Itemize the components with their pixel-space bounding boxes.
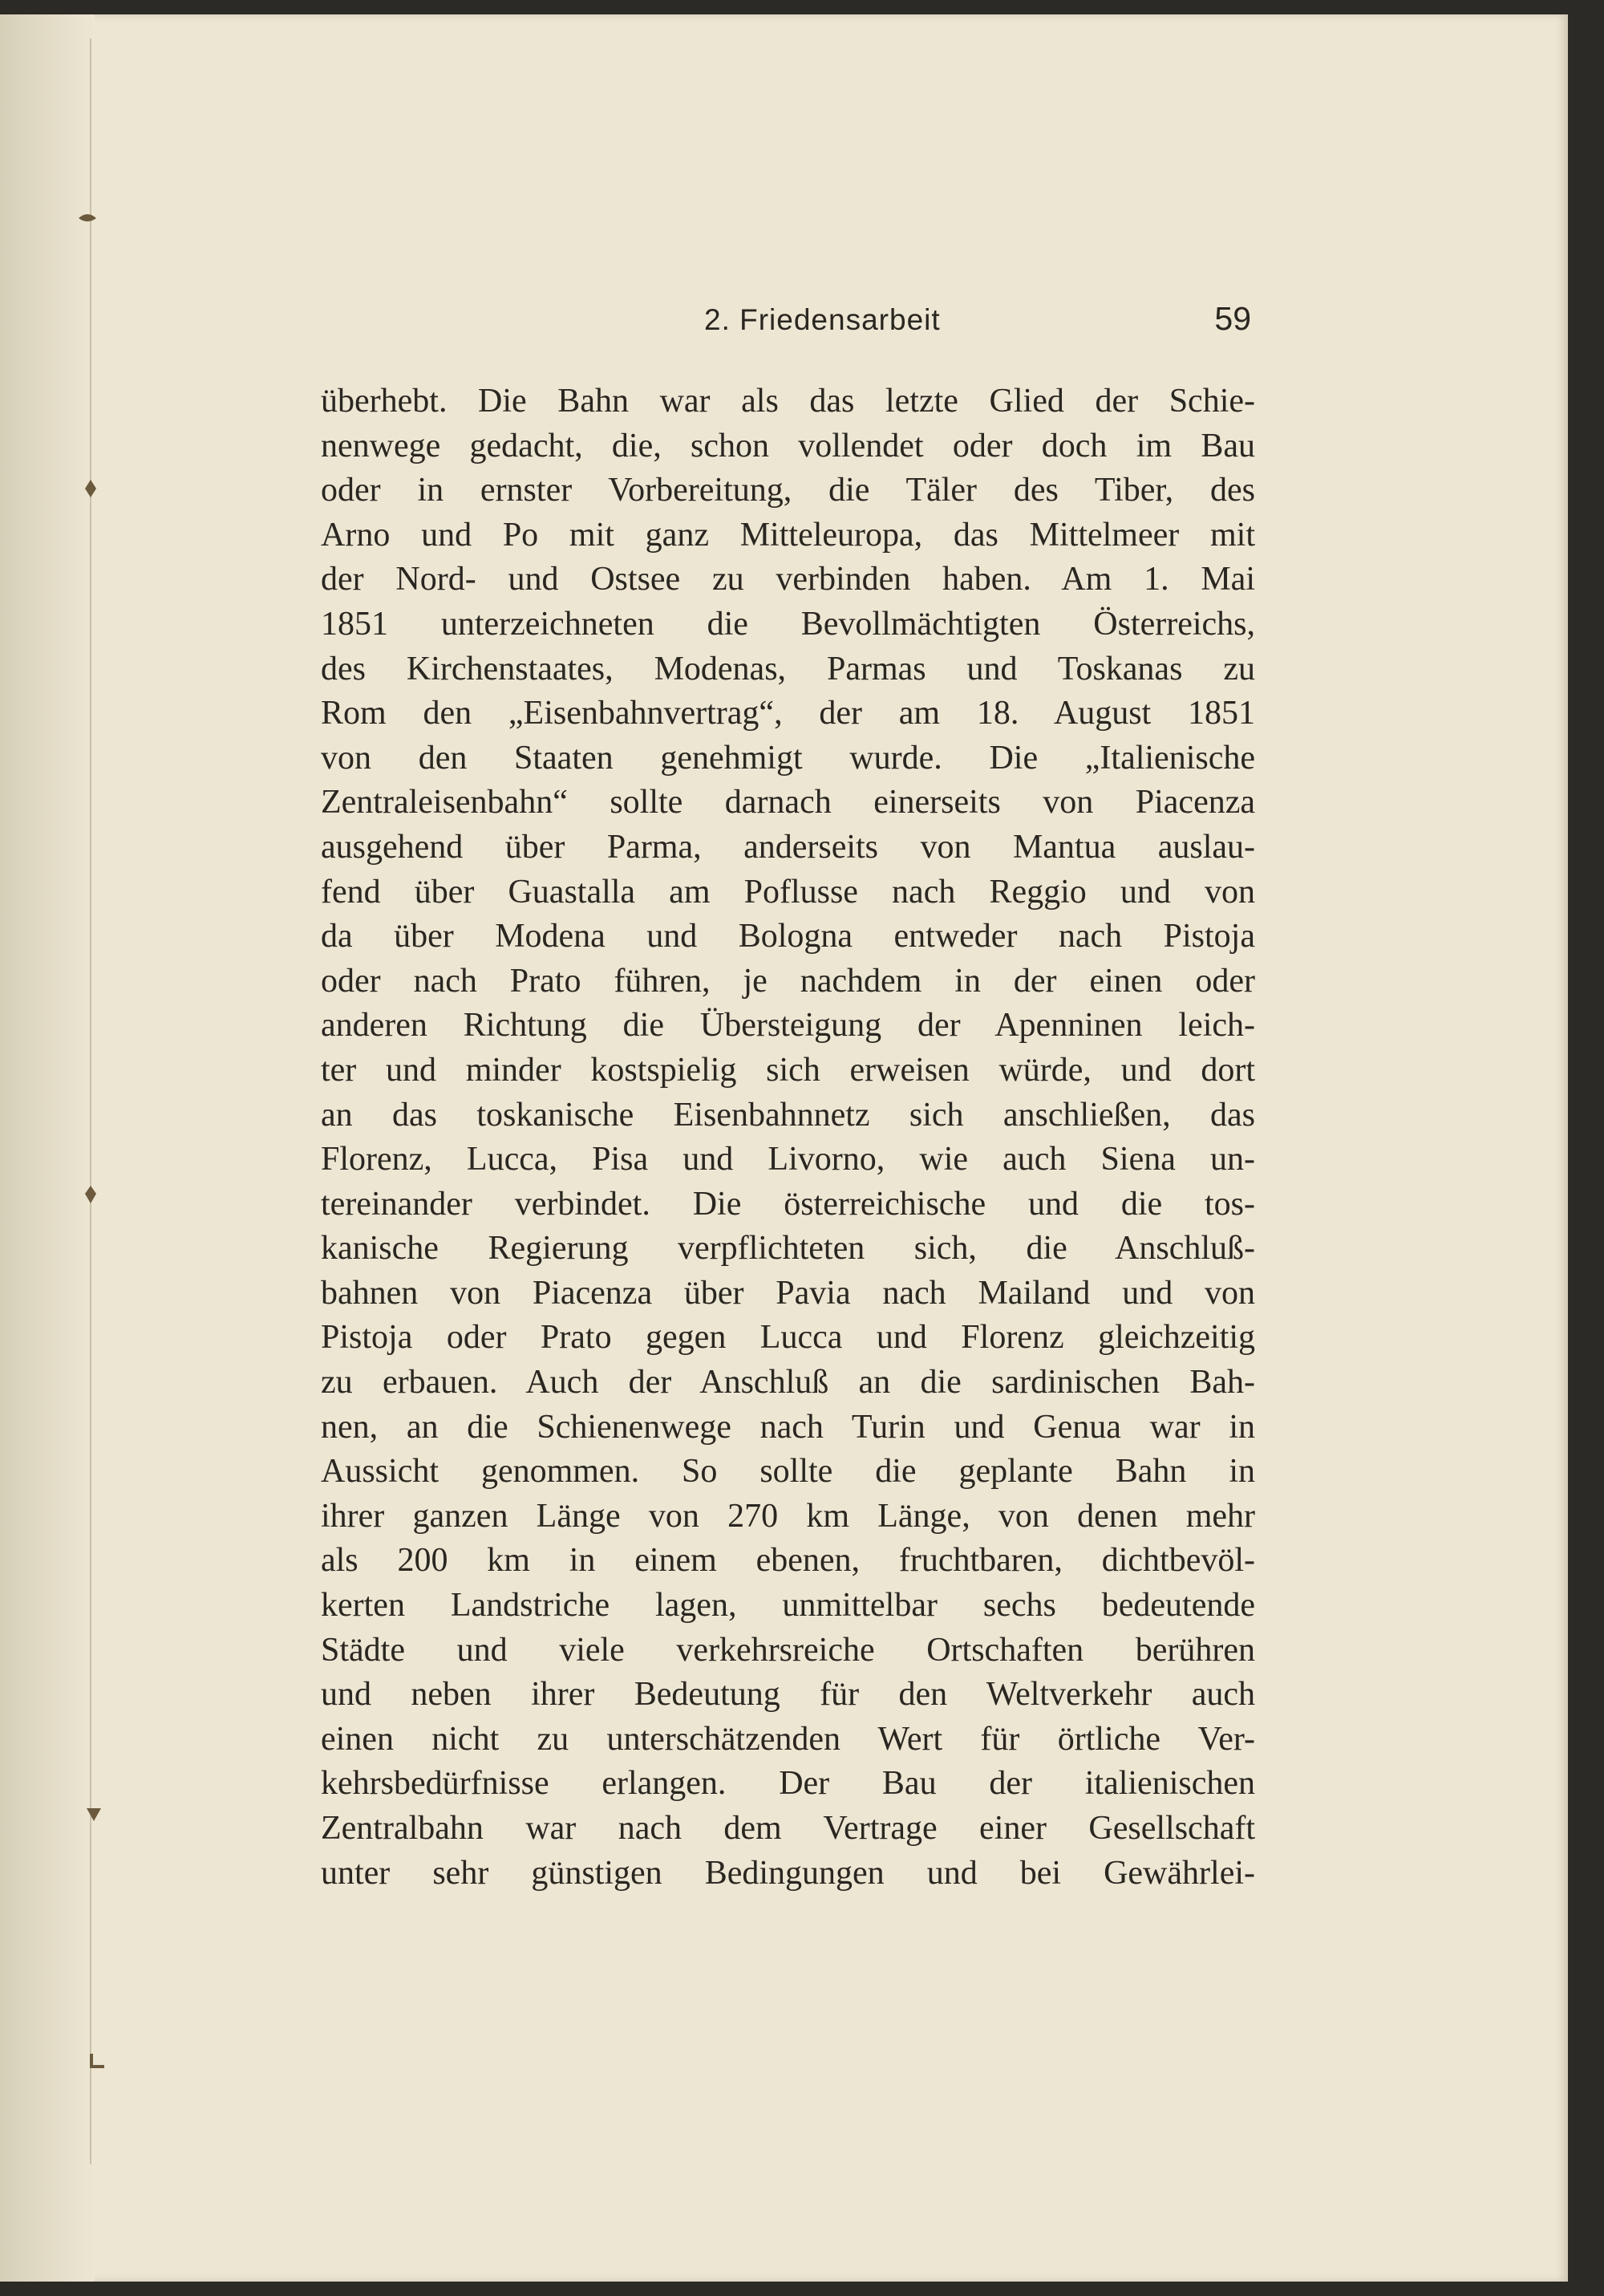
binding-stitch-icon xyxy=(83,1803,104,1821)
text-line: Städte und viele verkehrsreiche Ortschaften berühren xyxy=(321,1631,1255,1669)
page-number: 59 xyxy=(1214,300,1251,337)
text-line: unter sehr günstigen Bedingungen und bei Gewährlei- xyxy=(321,1854,1255,1892)
text-line: an das toskanische Eisenbahnnetz sich anschließen, das xyxy=(321,1096,1255,1134)
binding-stitch-icon xyxy=(80,480,101,497)
running-head: 2. Friedensarbeit xyxy=(704,303,941,336)
text-line: als 200 km in einem ebenen, fruchtbaren, dichtbevöl- xyxy=(321,1542,1255,1580)
binding-stitch-icon xyxy=(77,209,98,226)
text-line: nenwege gedacht, die, schon vollendet oder doch im Bau xyxy=(321,427,1255,464)
binding-stitch-icon xyxy=(87,2052,107,2070)
text-line: und neben ihrer Bedeutung für den Weltverkehr auch xyxy=(321,1676,1255,1714)
body-text xyxy=(321,379,1255,1896)
text-line: von den Staaten genehmigt wurde. Die „Italienische xyxy=(321,739,1255,777)
text-line: Florenz, Lucca, Pisa und Livorno, wie auch Siena un- xyxy=(321,1141,1255,1178)
text-line: 1851 unterzeichneten die Bevollmächtigten Österreichs, xyxy=(321,605,1255,643)
page-gutter xyxy=(0,14,95,2282)
text-line: kanische Regierung verpflichteten sich, die Anschluß- xyxy=(321,1230,1255,1268)
text-line: des Kirchenstaates, Modenas, Parmas und Toskanas zu xyxy=(321,650,1255,688)
binding-stitch-icon xyxy=(80,1186,101,1203)
text-line: überhebt. Die Bahn war als das letzte Glied der Schie- xyxy=(321,383,1255,420)
text-line: fend über Guastalla am Poflusse nach Reggio und von xyxy=(321,873,1255,911)
binding-edge xyxy=(90,39,91,2164)
text-line: Zentraleisenbahn“ sollte darnach einerseits von Piacenza xyxy=(321,784,1255,821)
text-line: nen, an die Schienenwege nach Turin und Genua war in xyxy=(321,1408,1255,1446)
text-line: Zentralbahn war nach dem Vertrage einer Gesellschaft xyxy=(321,1810,1255,1847)
page-header xyxy=(321,300,1251,343)
text-line: Aussicht genommen. So sollte die geplante Bahn in xyxy=(321,1453,1255,1491)
text-line: der Nord- und Ostsee zu verbinden haben. Am 1. Mai xyxy=(321,561,1255,598)
text-line: bahnen von Piacenza über Pavia nach Mailand und von xyxy=(321,1274,1255,1312)
text-line: oder in ernster Vorbereitung, die Täler des Tiber, des xyxy=(321,472,1255,509)
text-line: Arno und Po mit ganz Mitteleuropa, das Mittelmeer mit xyxy=(321,516,1255,554)
text-line: Pistoja oder Prato gegen Lucca und Florenz gleichzeitig xyxy=(321,1319,1255,1357)
text-line: kerten Landstriche lagen, unmittelbar sechs bedeutende xyxy=(321,1587,1255,1625)
text-line: zu erbauen. Auch der Anschluß an die sardinischen Bah- xyxy=(321,1364,1255,1402)
text-line: oder nach Prato führen, je nachdem in der einen oder xyxy=(321,962,1255,1000)
text-line: ihrer ganzen Länge von 270 km Länge, von denen mehr xyxy=(321,1497,1255,1535)
book-page xyxy=(0,14,1568,2282)
text-line: tereinander verbindet. Die österreichische und die tos- xyxy=(321,1185,1255,1223)
text-line: ausgehend über Parma, anderseits von Mantua auslau- xyxy=(321,828,1255,866)
text-line: Rom den „Eisenbahnvertrag“, der am 18. August 1851 xyxy=(321,695,1255,732)
text-line: ter und minder kostspielig sich erweisen würde, und dort xyxy=(321,1051,1255,1089)
text-line: anderen Richtung die Übersteigung der Apenninen leich- xyxy=(321,1007,1255,1045)
text-line: da über Modena und Bologna entweder nach Pistoja xyxy=(321,918,1255,955)
text-line: kehrsbedürfnisse erlangen. Der Bau der italienischen xyxy=(321,1765,1255,1803)
text-line: einen nicht zu unterschätzenden Wert für örtliche Ver- xyxy=(321,1720,1255,1758)
